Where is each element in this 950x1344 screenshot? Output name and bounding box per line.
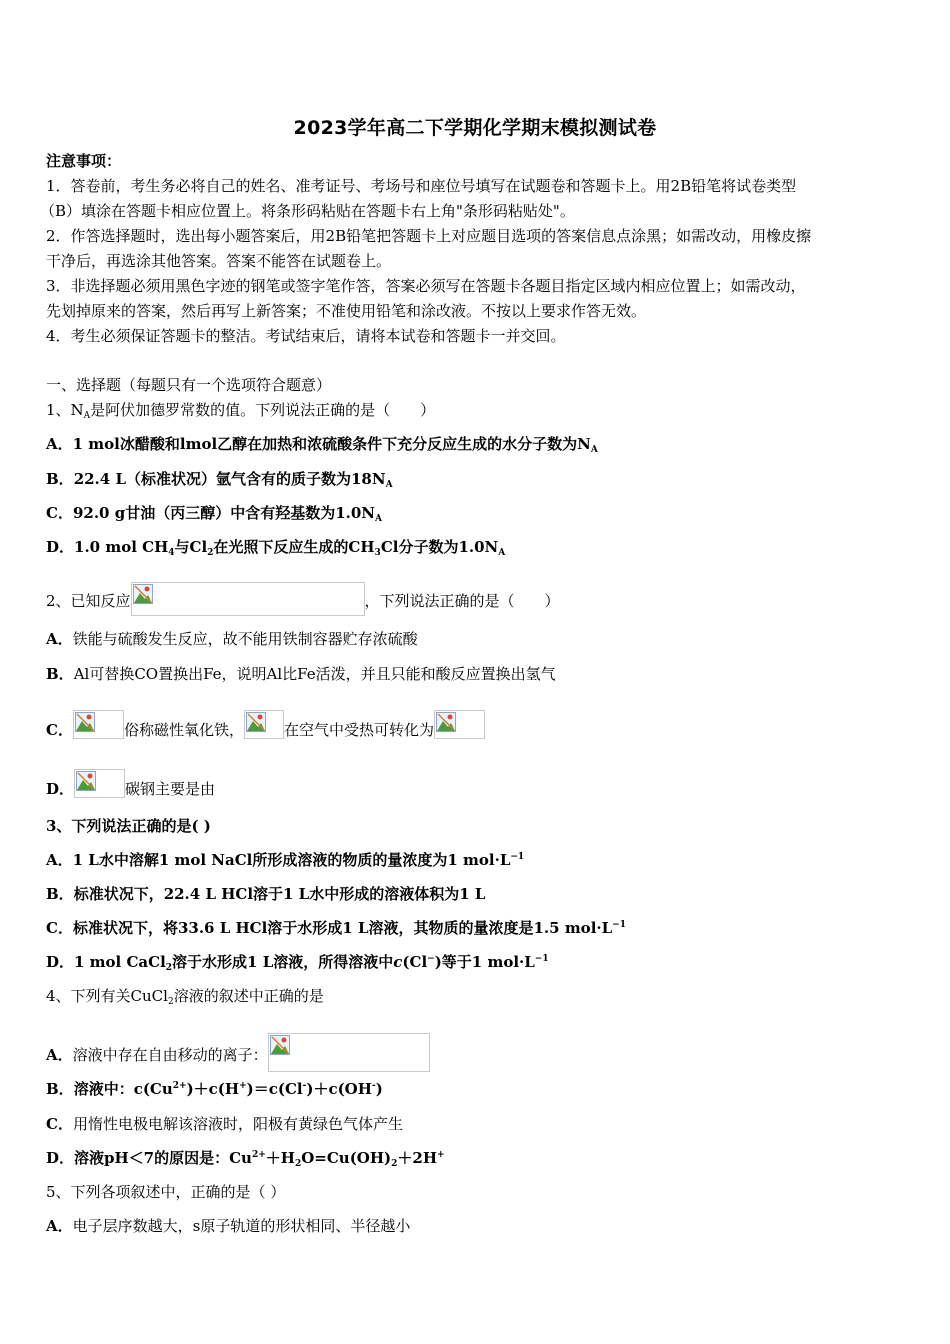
option-text: 1.0 mol CH [74,538,169,556]
option-label: A． [46,435,73,453]
option-text: 溶液中：c(Cu [73,1080,173,1098]
q1-option-b[interactable] [46,469,393,489]
option-label: B． [46,885,74,903]
section-heading: 一、选择题（每题只有一个选项符合题意） [46,376,332,394]
option-text: )＋c(OH [306,1080,372,1098]
option-sup: + [437,1150,445,1160]
broken-image-icon [244,710,284,739]
q2-option-d[interactable] [46,769,215,799]
broken-image-icon [131,582,365,616]
option-sub: A [385,480,393,490]
option-text: )＋c(H [186,1080,240,1098]
question-5-stem: 5、下列各项叙述中，正确的是（ ） [46,1183,286,1201]
q2-text: ，下列说法正确的是（ ） [364,592,560,610]
notice-line-7: 4．考生必须保证答题卡的整洁。考试结束后，请将本试卷和答题卡一并交回。 [46,327,566,345]
option-label: B． [46,665,74,683]
option-sub: A [590,445,598,455]
q4-text: 4、下列有关CuCl [46,987,168,1005]
option-italic: c [393,953,403,971]
option-label: A． [46,851,73,869]
q4-sub: 2 [167,997,174,1007]
option-label: A． [46,630,73,648]
option-text: 标准状况下，22.4 L HCl溶于1 L水中形成的溶液体积为1 L [73,885,486,903]
option-text: 1 mol CaCl [74,953,166,971]
option-label: C． [46,504,73,522]
q4-option-d[interactable] [46,1148,445,1168]
option-label: D． [46,538,75,556]
q1-text: 是阿伏加德罗常数的值。下列说法正确的是（ ） [90,401,436,419]
option-text: 用惰性电极电解该溶液时，阳极有黄绿色气体产生 [72,1115,403,1133]
option-label: B． [46,470,74,488]
question-4-stem [46,986,324,1006]
option-sup: - [371,1081,376,1091]
q1-option-a[interactable] [46,434,598,454]
option-sub: A [375,514,382,524]
option-label: C． [46,919,73,937]
q4-option-a[interactable] [46,1033,430,1072]
option-text: )＝c(Cl [246,1080,303,1098]
option-label: C． [46,1115,73,1133]
option-sup: − [427,954,435,964]
q2-text: 2、已知反应 [46,592,131,610]
broken-image-icon [434,710,485,739]
option-sub: 2 [165,963,173,973]
q5-option-a[interactable] [46,1216,410,1236]
option-sub: 2 [294,1159,302,1169]
option-sup: - [302,1081,307,1091]
q1-text: 1、N [46,401,84,419]
broken-image-icon [73,710,124,739]
option-text: (Cl [402,953,428,971]
option-text: ＋H [265,1149,295,1167]
option-sup: 2+ [251,1150,266,1160]
option-text: Cl分子数为1.0N [380,538,499,556]
option-sub: 3 [374,548,381,558]
option-text: 铁能与硫酸发生反应，故不能用铁制容器贮存浓硫酸 [72,630,418,648]
option-text: 溶液pH＜7的原因是：Cu [74,1149,252,1167]
notice-line-2: （B）填涂在答题卡相应位置上。将条形码粘贴在答题卡右上角"条形码粘贴处"。 [40,202,575,220]
option-text: O=Cu(OH) [301,1149,392,1167]
option-label: D． [46,780,75,798]
q3-option-a[interactable] [46,850,524,870]
q1-option-c[interactable] [46,503,382,523]
option-text: 标准状况下，将33.6 L HCl溶于水形成1 L溶液，其物质的量浓度是1.5 mol·L [72,919,613,937]
option-text: )等于1 mol·L [434,953,535,971]
option-text: 与Cl [174,538,208,556]
question-2-stem [46,582,560,616]
option-text: ＋2H [397,1149,438,1167]
question-3-stem: 3、下列说法正确的是( ) [46,817,211,835]
option-text: 碳钢主要是由 [125,780,216,798]
page-title: 2023学年高二下学期化学期末模拟测试卷 [293,117,657,139]
option-text: 1 L水中溶解1 mol NaCl所形成溶液的物质的量浓度为1 mol·L [72,851,511,869]
notice-line-1: 1．答卷前，考生务必将自己的姓名、准考证号、考场号和座位号填写在试题卷和答题卡上。用2B铅笔将试卷类型 [46,177,797,195]
q2-option-c[interactable] [46,710,485,740]
option-sub: 2 [207,548,214,558]
q1-option-d[interactable] [46,537,505,557]
option-label: A． [46,1217,73,1235]
q4-option-c[interactable] [46,1114,403,1134]
option-text: 俗称磁性氧化铁， [123,721,244,739]
q3-option-b[interactable] [46,884,485,904]
notice-line-5: 3．非选择题必须用黑色字迹的钢笔或签字笔作答，答案必须写在答题卡各题目指定区域内相应位置上；如需改动， [46,277,806,295]
q4-text: 溶液的叙述中正确的是 [173,987,324,1005]
option-sup: −1 [534,954,549,964]
option-sub: 4 [168,548,175,558]
option-label: C． [46,721,73,739]
option-text: 92.0 g甘油（丙三醇）中含有羟基数为1.0N [72,504,376,522]
option-text: 在光照下反应生成的CH [213,538,375,556]
option-label: B． [46,1080,74,1098]
option-sup: −1 [612,920,626,930]
question-1-stem [46,400,435,420]
q2-option-a[interactable] [46,629,418,649]
option-text: 溶于水形成1 L溶液，所得溶液中 [172,953,394,971]
option-text: 在空气中受热可转化为 [283,721,434,739]
option-text: 电子层序数越大，s原子轨道的形状相同、半径越小 [72,1217,411,1235]
option-text: ) [375,1080,383,1098]
q4-option-b[interactable] [46,1079,383,1099]
option-sup: −1 [510,852,525,862]
q1-sub: A [83,411,91,421]
q3-option-c[interactable] [46,918,626,938]
option-label: D． [46,953,75,971]
notice-line-3: 2．作答选择题时，选出每小题答案后，用2B铅笔把答题卡上对应题目选项的答案信息点涂黑；如需改动，用橡皮擦 [46,227,812,245]
broken-image-icon [268,1033,430,1072]
option-sup: 2+ [172,1081,187,1091]
notice-line-6: 先划掉原来的答案，然后再写上新答案；不准使用铅笔和涂改液。不按以上要求作答无效。 [46,302,647,320]
option-label: D． [46,1149,75,1167]
option-text: 1 mol冰醋酸和lmol乙醇在加热和浓硫酸条件下充分反应生成的水分子数为N [72,435,591,453]
notice-heading: 注意事项： [46,152,122,170]
option-sup: + [239,1081,247,1091]
broken-image-icon [74,769,125,798]
option-text: 溶液中存在自由移动的离子： [72,1046,268,1064]
q2-option-b[interactable] [46,664,556,684]
option-label: A． [46,1046,73,1064]
q3-option-d[interactable] [46,952,549,972]
option-sub: A [498,548,506,558]
option-text: 22.4 L（标准状况）氩气含有的质子数为18N [73,470,386,488]
option-text: Al可替换CO置换出Fe，说明Al比Fe活泼，并且只能和酸反应置换出氢气 [73,665,556,683]
option-sub: 2 [391,1159,398,1169]
notice-line-4: 干净后，再选涂其他答案。答案不能答在试题卷上。 [46,252,392,270]
